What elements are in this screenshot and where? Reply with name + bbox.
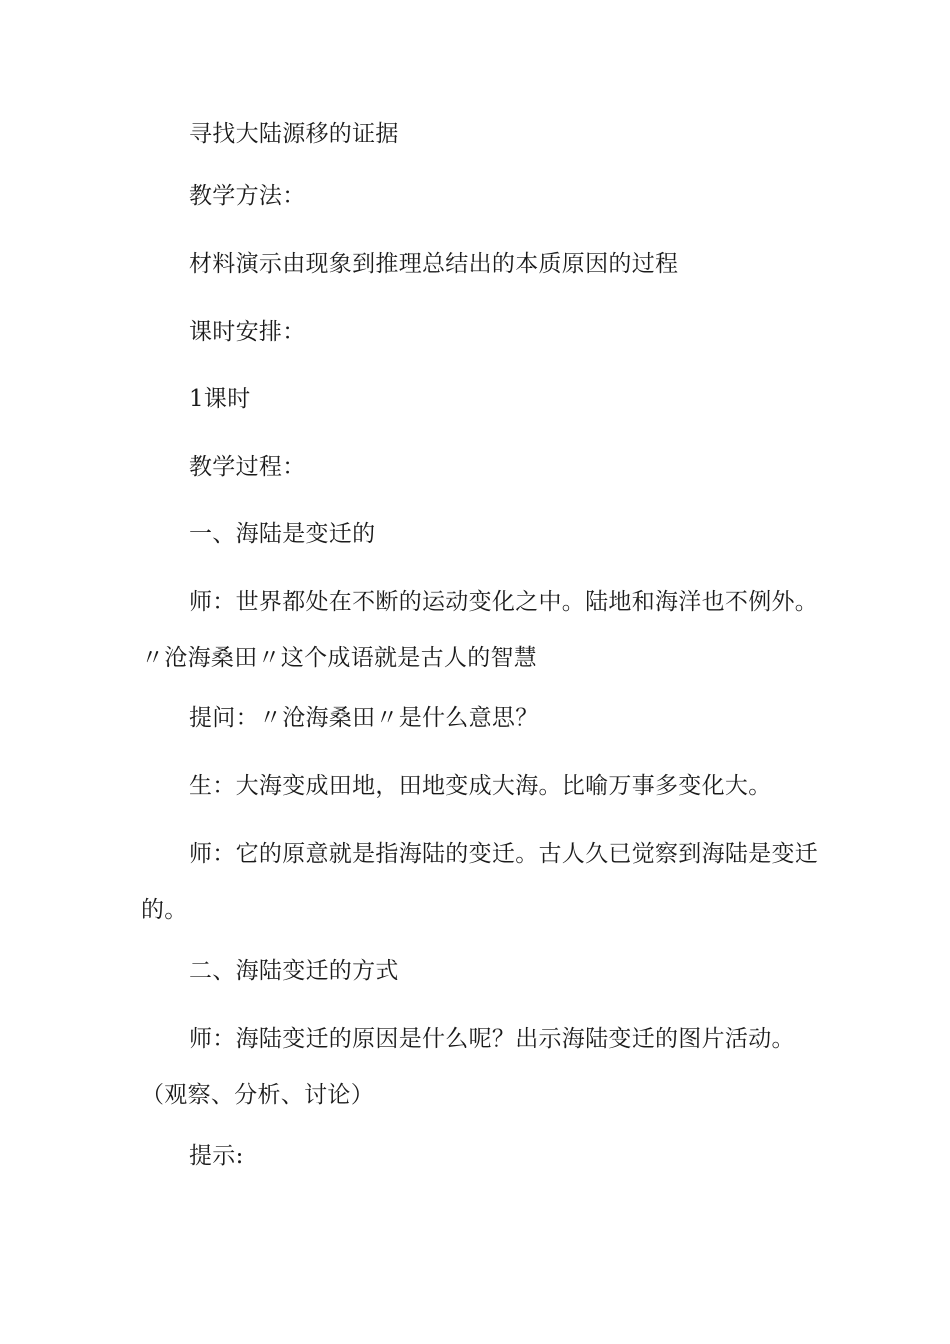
topic-line: 寻找大陆源移的证据 (189, 121, 399, 147)
teaching-method-heading: 教学方法： (189, 183, 306, 209)
section-one-heading: 一、海陆是变迁的 (189, 521, 376, 547)
teacher-paragraph-1: 师：世界都处在不断的运动变化之中。陆地和海洋也不例外。〃沧海桑田〃这个成语就是古人的智慧 (141, 589, 819, 671)
hint-heading: 提示: (189, 1143, 244, 1169)
student-paragraph: 生：大海变成田地，田地变成大海。比喻万事多变化大。 (189, 773, 772, 799)
question-paragraph: 提问：〃沧海桑田〃是什么意思？ (189, 705, 539, 731)
teaching-method-text: 材料演示由现象到推理总结出的本质原因的过程 (189, 251, 679, 277)
process-heading: 教学过程： (189, 454, 306, 480)
teacher-paragraph-2: 师：它的原意就是指海陆的变迁。古人久已觉察到海陆是变迁的。 (141, 841, 819, 923)
schedule-heading: 课时安排： (189, 319, 306, 345)
teacher-paragraph-3: 师：海陆变迁的原因是什么呢？出示海陆变迁的图片活动。（观察、分析、讨论） (141, 1026, 795, 1108)
schedule-text: 1课时 (189, 386, 251, 412)
section-two-heading: 二、海陆变迁的方式 (189, 958, 399, 984)
